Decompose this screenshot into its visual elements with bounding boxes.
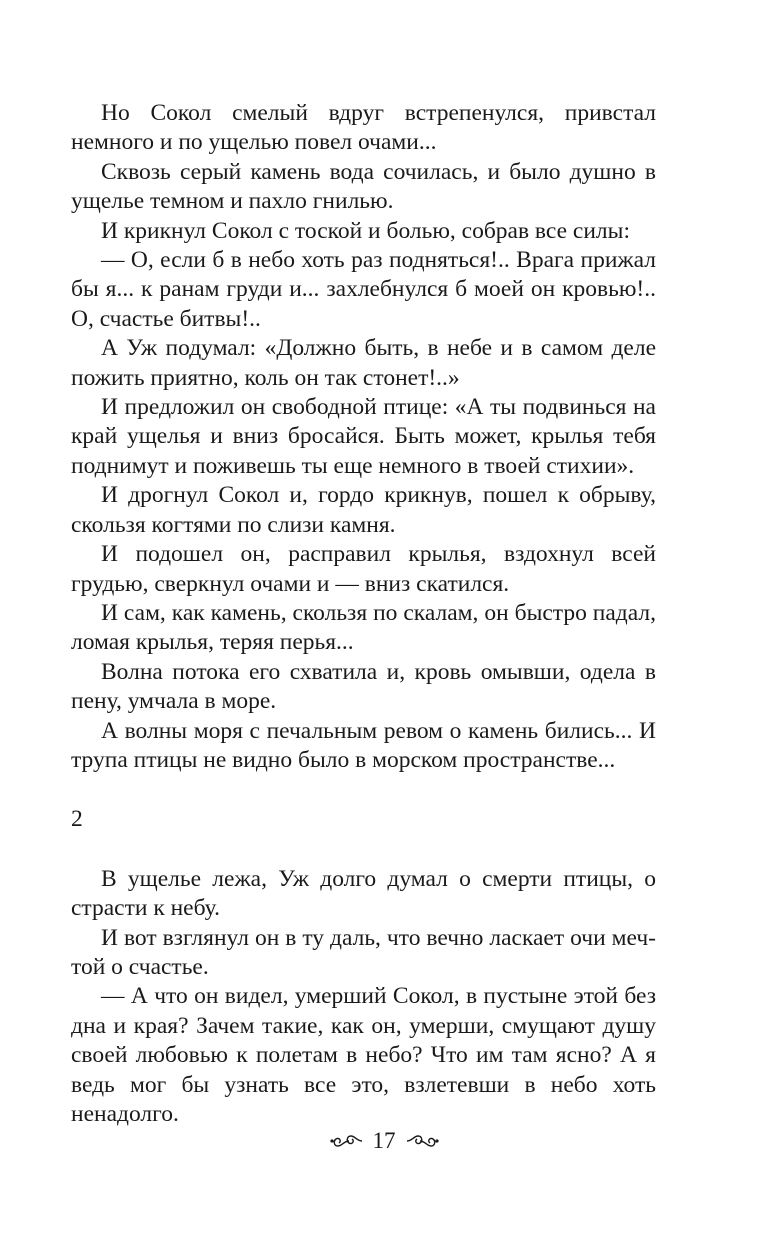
body-text [71, 99, 656, 1129]
paragraph: А Уж подумал: «Должно быть, в небе и в самом деле пожить приятно, коль он так стонет!..» [71, 335, 656, 391]
paragraph: Волна потока его схватила и, кровь омывши, одела в пену, умчала в море. [71, 658, 656, 715]
paragraph: В ущелье лежа, Уж долго думал о смерти птицы, о страсти к небу. [71, 865, 656, 922]
paragraph: И сам, как камень, скользя по скалам, он быстро падал, ломая крылья, теряя перья... [71, 599, 656, 656]
paragraph: Сквозь серый камень вода сочилась, и было душно в ущелье темном и пахло гнилью. [71, 158, 656, 215]
paragraph: И подошел он, расправил крылья, вздохнул всей грудью, сверкнул очами и — вниз скатился. [71, 541, 656, 597]
paragraph: — А что он видел, умерший Сокол, в пустыне этой без дна и края? Зачем такие, как он, умерши, смущают душу своей любовью к полетам в небо? Что им там ясно? А я ведь мог бы узнать все это, взлетевши в небо хоть ненадолго. [71, 983, 656, 1127]
paragraph: — О, если б в небо хоть раз подняться!.. Врага прижал бы я... к ранам груди и... захлебнулся б моей он кровью!.. О, счастье битвы!.. [71, 247, 656, 332]
paragraph: И предложил он свободной птице: «А ты подвинься на край ущелья и вниз бросайся. Быть может, крылья тебя поднимут и поживешь ты еще немного в твоей стихии». [71, 394, 656, 479]
chapter-number: 2 [71, 806, 83, 833]
right-ornament-icon [406, 1132, 440, 1150]
paragraph: И дрогнул Сокол и, гордо крикнув, пошел к обрыву, скользя когтями по слизи камня. [71, 482, 656, 538]
paragraph: А волны моря с печальным ревом о камень бились... И трупа птицы не видно было в морском пространстве... [71, 717, 656, 773]
left-ornament-icon [329, 1132, 363, 1150]
paragraph: И крикнул Сокол с тоской и болью, собрав все силы: [101, 217, 630, 244]
page-number: 17 [372, 1128, 396, 1153]
paragraph: Но Сокол смелый вдруг встрепенулся, привстал немного и по ущелью повел очами... [71, 100, 656, 156]
paragraph: И вот взглянул он в ту даль, что вечно ласкает очи мечтой о счастье. [71, 924, 656, 980]
page-footer [0, 1128, 768, 1154]
